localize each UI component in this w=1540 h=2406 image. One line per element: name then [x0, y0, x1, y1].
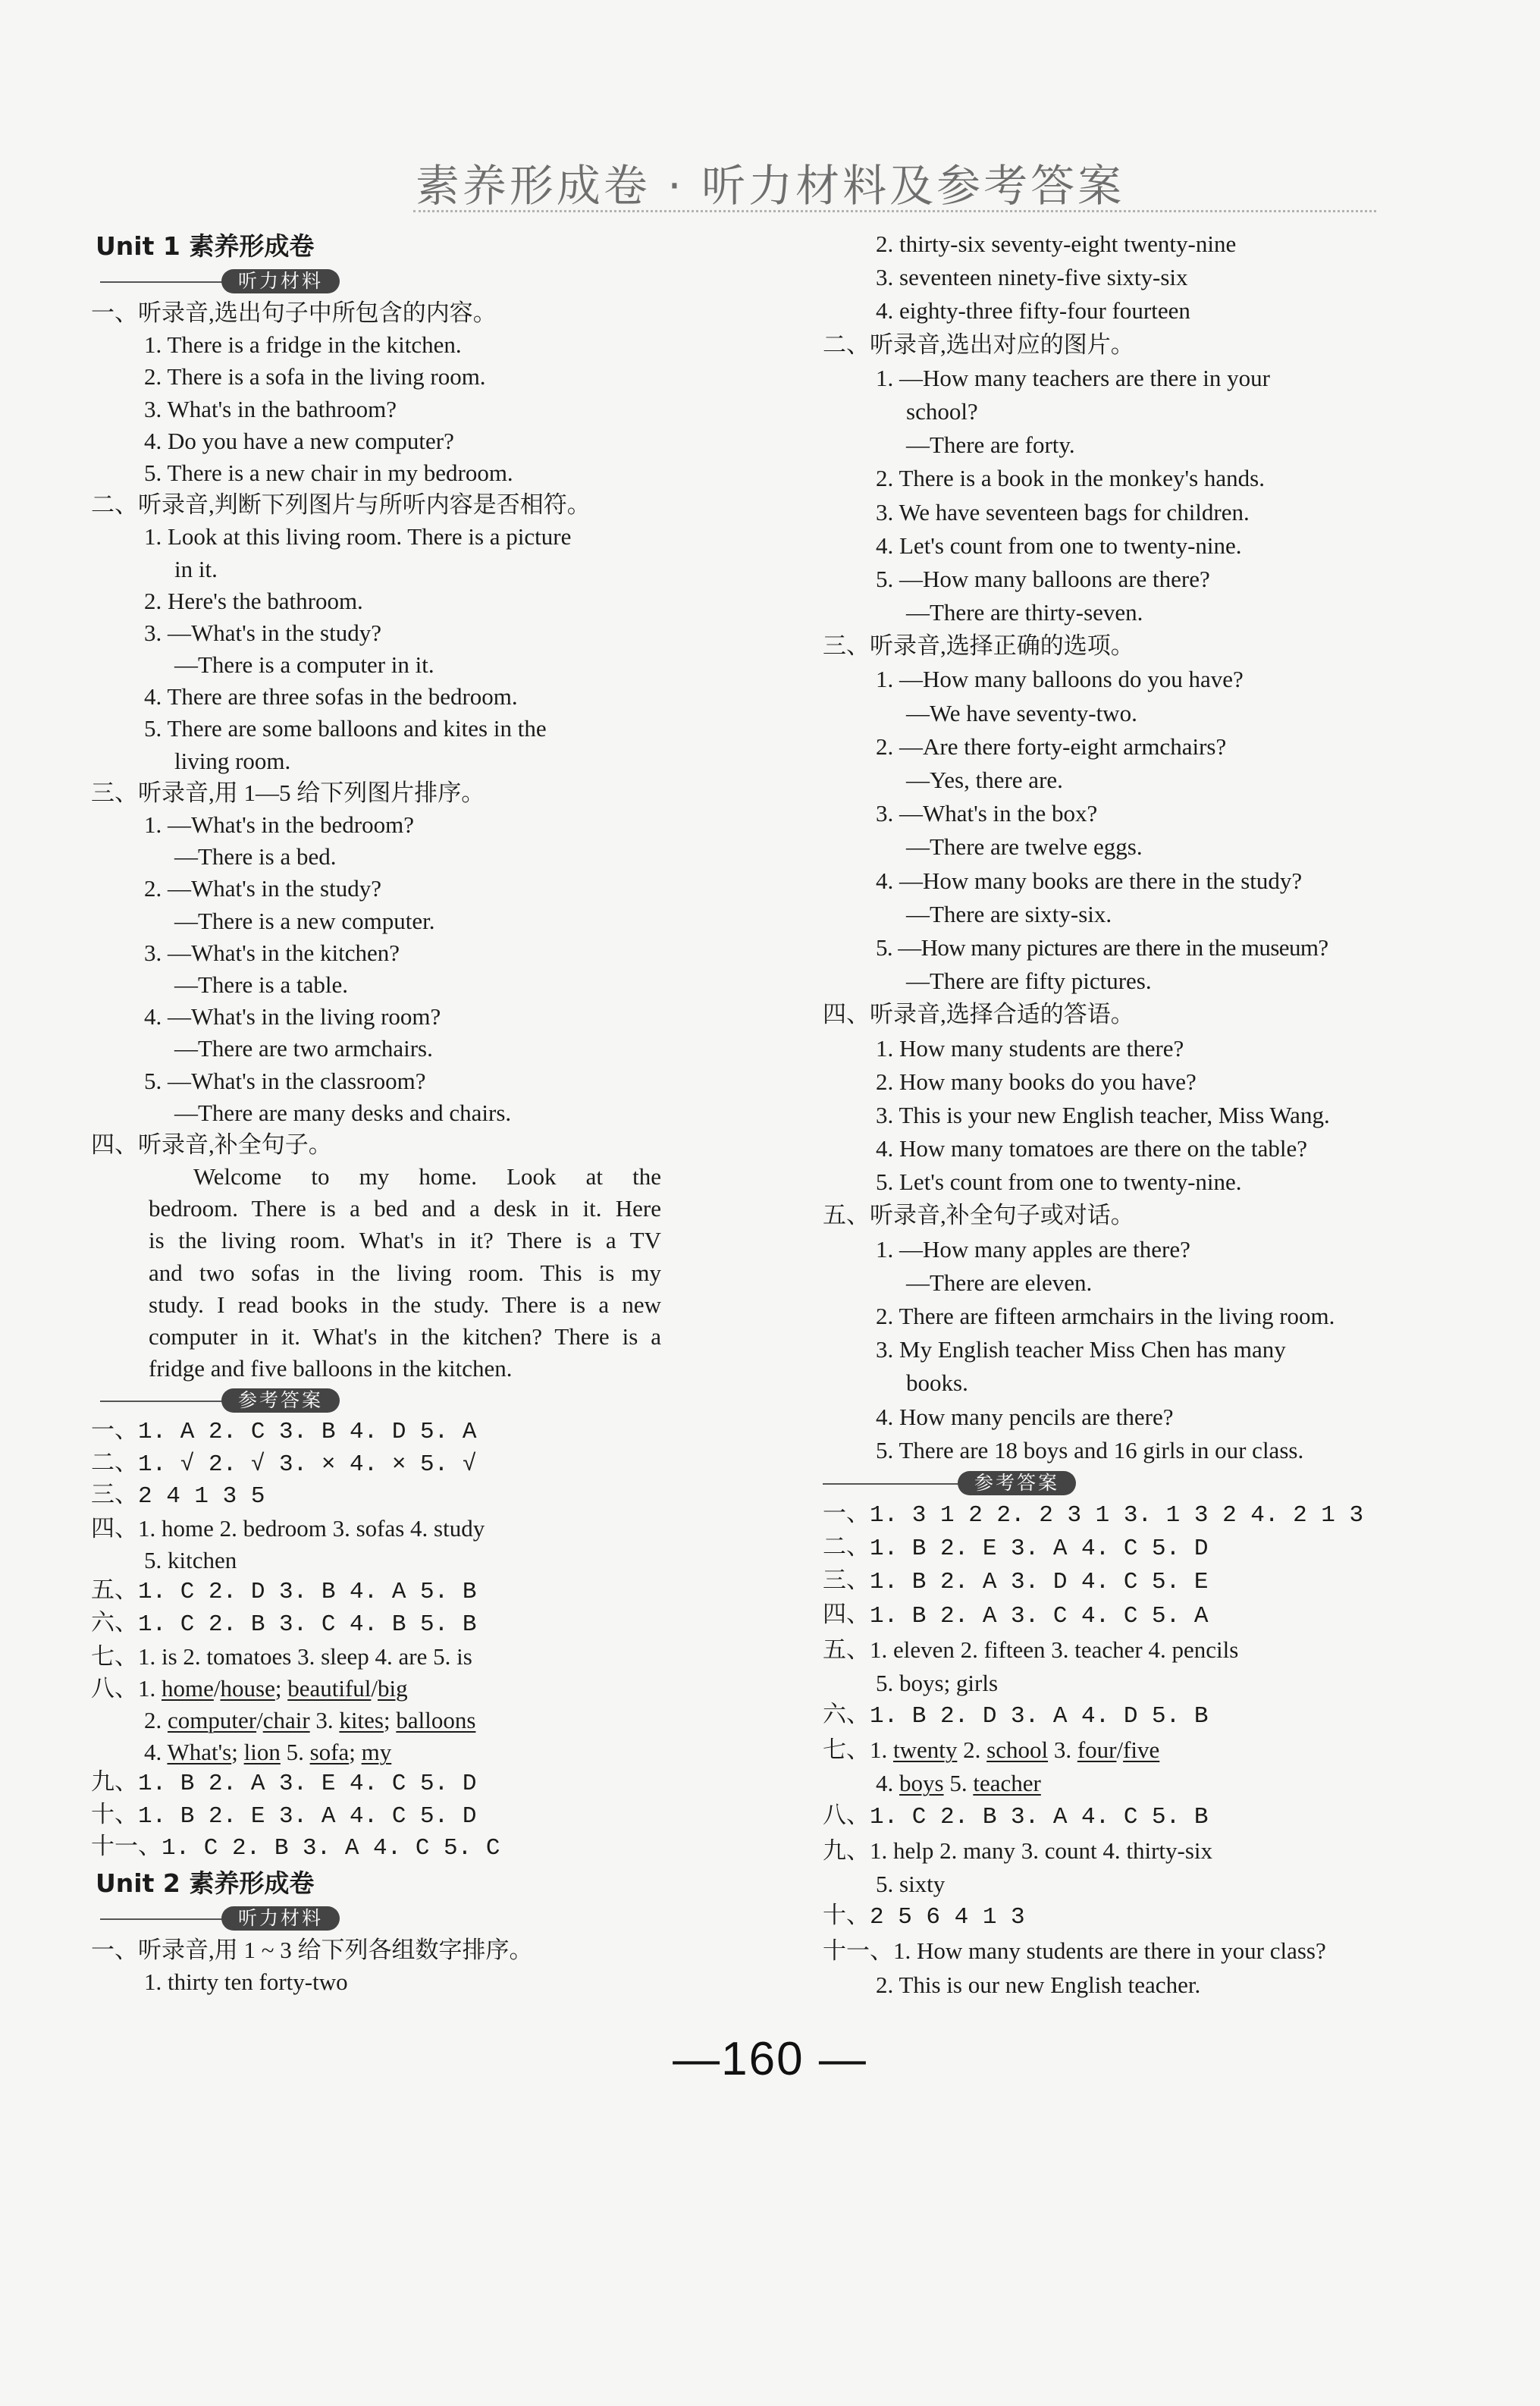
- u2-sec5-line: 5. There are 18 boys and 16 girls in our class.: [876, 1436, 1304, 1463]
- u1-sec1-item: 4. Do you have a new computer?: [144, 427, 454, 454]
- underlined-answer: twenty: [893, 1736, 958, 1764]
- u2-answer-8: 八、1. C 2. B 3. A 4. C 5. B: [823, 1803, 1209, 1830]
- u2-sec2-line: school?: [906, 397, 978, 425]
- u1-sec4-paragraph-line: Welcome to my home. Look at the: [193, 1163, 661, 1190]
- u1-answer-4-cont: 5. kitchen: [144, 1547, 237, 1574]
- unit1-answers-tag-row: [91, 1385, 667, 1416]
- right-column: [823, 227, 1391, 2002]
- u2-sec1-item: 3. seventeen ninety-five sixty-six: [876, 264, 1188, 291]
- u2-sec5-title: 五、听录音,补全句子或对话。: [823, 1202, 1134, 1229]
- u1-sec4-paragraph-line: fridge and five balloons in the kitchen.: [149, 1355, 513, 1382]
- unit1-listening-tag-row: [91, 265, 667, 297]
- u2-sec2-line: 3. We have seventeen bags for children.: [876, 498, 1250, 525]
- unit2-answers-tag: 参考答案: [958, 1471, 1076, 1495]
- answer-prefix: 八、1.: [91, 1674, 162, 1702]
- u2-sec3-line: —There are fifty pictures.: [906, 968, 1152, 995]
- underlined-answer: house: [220, 1674, 275, 1702]
- underlined-answer: What's: [167, 1739, 232, 1766]
- underlined-answer: home: [162, 1674, 214, 1702]
- u1-answer-10: 十、1. B 2. E 3. A 4. C 5. D: [91, 1802, 477, 1830]
- u1-sec1-item: 1. There is a fridge in the kitchen.: [144, 331, 462, 359]
- u2-sec3-line: —There are sixty-six.: [906, 900, 1112, 927]
- u2-sec4-item: 5. Let's count from one to twenty-nine.: [876, 1168, 1242, 1196]
- u1-sec2-line: 1. Look at this living room. There is a picture: [144, 523, 572, 551]
- answer-prefix: 2.: [957, 1736, 987, 1764]
- u1-sec3-line: 5. —What's in the classroom?: [144, 1067, 426, 1094]
- u2-answer-9-cont: 5. sixty: [876, 1871, 946, 1897]
- u2-answer-10: 十、2 5 6 4 1 3: [823, 1904, 1025, 1931]
- left-column: [91, 227, 667, 1998]
- u2-answer-4: 四、1. B 2. A 3. C 4. C 5. A: [823, 1602, 1209, 1630]
- u1-sec2-title: 二、听录音,判断下列图片与所听内容是否相符。: [91, 491, 591, 519]
- underlined-answer: chair: [262, 1707, 310, 1734]
- u2-sec5-line: 3. My English teacher Miss Chen has many: [876, 1336, 1286, 1363]
- underlined-answer: sofa: [309, 1739, 350, 1766]
- u2-sec2-line: 4. Let's count from one to twenty-nine.: [876, 532, 1242, 559]
- u2-answer-11-cont: 2. This is our new English teacher.: [876, 1971, 1201, 1998]
- u2-sec2-line: 5. —How many balloons are there?: [876, 565, 1210, 592]
- u2-answer-2: 二、1. B 2. E 3. A 4. C 5. D: [823, 1536, 1209, 1563]
- underlined-answer: my: [361, 1739, 392, 1766]
- u2-answer-7: 七、1. twenty 2. school 3. four/five: [823, 1736, 1160, 1764]
- unit2-listening-tag: 听力材料: [221, 1906, 340, 1931]
- tag-rule: [823, 1483, 959, 1485]
- u1-answer-1: 一、1. A 2. C 3. B 4. D 5. A: [91, 1419, 477, 1446]
- answer-prefix: 5.: [943, 1770, 974, 1797]
- u1-answer-5: 五、1. C 2. D 3. B 4. A 5. B: [91, 1579, 477, 1606]
- u2-sec3-line: 3. —What's in the box?: [876, 800, 1098, 827]
- tag-rule: [100, 1401, 229, 1402]
- unit1-answers-tag: 参考答案: [221, 1388, 340, 1413]
- u2-answer-7-cont: [823, 1767, 1391, 1800]
- u1-answer-9: 九、1. B 2. A 3. E 4. C 5. D: [91, 1771, 477, 1798]
- u2-answer-3: 三、1. B 2. A 3. D 4. C 5. E: [823, 1569, 1209, 1596]
- u2-sec3-line: 2. —Are there forty-eight armchairs?: [876, 732, 1227, 760]
- u1-sec1-title: 一、听录音,选出句子中所包含的内容。: [91, 300, 497, 326]
- u2-sec3-line: 1. —How many balloons do you have?: [876, 666, 1244, 693]
- u2-sec5-line: —There are eleven.: [906, 1269, 1093, 1296]
- unit1-heading: Unit 1 素养形成卷: [96, 231, 315, 261]
- underlined-answer: kites: [339, 1707, 384, 1734]
- u2-answer-9: 九、1. help 2. many 3. count 4. thirty-six: [823, 1837, 1213, 1864]
- unit2-answers-tag-row: [823, 1467, 1391, 1499]
- u1-sec3-line: —There are many desks and chairs.: [174, 1099, 512, 1126]
- u1-sec2-line: 4. There are three sofas in the bedroom.: [144, 683, 518, 711]
- unit2-heading: Unit 2 素养形成卷: [96, 1868, 315, 1898]
- u2-answer-5-cont: 5. boys; girls: [876, 1669, 999, 1696]
- u1-sec3-title: 三、听录音,用 1—5 给下列图片排序。: [91, 779, 485, 806]
- u2-sec3-line: 5. —How many pictures are there in the museum?: [876, 933, 1328, 961]
- u1-sec4-paragraph-line: is the living room. What's in it? There is a TV: [149, 1227, 661, 1254]
- answer-prefix: 3.: [309, 1707, 340, 1734]
- u2-sec1-item: 1. thirty ten forty-two: [144, 1968, 348, 1996]
- u2-sec4-item: 4. How many tomatoes are there on the table?: [876, 1135, 1307, 1162]
- tag-rule: [100, 281, 229, 283]
- tag-rule: [100, 1918, 229, 1920]
- u2-sec1-item: 4. eighty-three fifty-four fourteen: [876, 297, 1190, 325]
- u1-sec2-line: —There is a computer in it.: [174, 651, 434, 679]
- title-dotted-rule: [413, 210, 1376, 212]
- u2-sec1-title: 一、听录音,用 1 ~ 3 给下列各组数字排序。: [91, 1937, 533, 1963]
- u1-answer-2: 二、1. √ 2. √ 3. × 4. × 5. √: [91, 1451, 477, 1478]
- answer-prefix: 2.: [144, 1707, 168, 1734]
- u2-sec4-title: 四、听录音,选择合适的答语。: [823, 1001, 1134, 1028]
- underlined-answer: balloons: [396, 1707, 476, 1734]
- u2-sec2-line: —There are thirty-seven.: [906, 599, 1143, 626]
- unit2-listening-tag-row: [91, 1903, 667, 1934]
- page-number: —160 —: [673, 2033, 867, 2085]
- u1-answer-8-cont: 4. What's; lion 5. sofa; my: [144, 1739, 392, 1766]
- u1-answer-4: 四、1. home 2. bedroom 3. sofas 4. study: [91, 1514, 485, 1542]
- unit1-listening-tag: 听力材料: [221, 269, 340, 293]
- u2-sec2-line: 2. There is a book in the monkey's hands.: [876, 465, 1265, 492]
- u2-sec3-line: —There are twelve eggs.: [906, 833, 1143, 861]
- u1-sec2-line: 3. —What's in the study?: [144, 619, 381, 646]
- u1-sec4-paragraph-line: computer in it. What's in the kitchen? There is a: [149, 1323, 661, 1350]
- answer-prefix: 七、1.: [823, 1736, 893, 1764]
- u2-sec4-item: 3. This is your new English teacher, Miss Wang.: [876, 1101, 1330, 1128]
- u1-answer-6: 六、1. C 2. B 3. C 4. B 5. B: [91, 1611, 477, 1638]
- u1-sec3-line: —There is a table.: [174, 971, 348, 998]
- u2-sec3-line: —Yes, there are.: [906, 767, 1063, 793]
- underlined-answer: teacher: [973, 1770, 1041, 1797]
- page-title: 素养形成卷 · 听力材料及参考答案: [415, 160, 1125, 212]
- u1-sec2-line: living room.: [174, 747, 291, 774]
- u1-sec3-line: —There are two armchairs.: [174, 1035, 433, 1062]
- u1-sec2-line: in it.: [174, 555, 218, 582]
- u2-sec2-title: 二、听录音,选出对应的图片。: [823, 331, 1134, 358]
- u2-sec3-line: 4. —How many books are there in the study?: [876, 867, 1303, 894]
- u1-answer-11: 十一、1. C 2. B 3. A 4. C 5. C: [91, 1834, 500, 1862]
- answer-prefix: 5.: [280, 1739, 310, 1766]
- u2-answer-5: 五、1. eleven 2. fifteen 3. teacher 4. pencils: [823, 1636, 1239, 1663]
- u1-answer-7: 七、1. is 2. tomatoes 3. sleep 4. are 5. is: [91, 1642, 472, 1670]
- u1-answer-8-cont: 2. computer/chair 3. kites; balloons: [144, 1707, 476, 1734]
- u1-sec3-line: 3. —What's in the kitchen?: [144, 939, 400, 966]
- underlined-answer: big: [378, 1674, 408, 1702]
- u2-sec5-line: books.: [906, 1369, 968, 1397]
- answer-prefix: 4.: [876, 1770, 899, 1797]
- u1-answer-8: 八、1. home/house; beautiful/big: [91, 1674, 408, 1702]
- underlined-answer: school: [986, 1736, 1049, 1764]
- u1-answer-3: 三、2 4 1 3 5: [91, 1482, 265, 1510]
- u2-sec3-line: —We have seventy-two.: [906, 699, 1137, 726]
- u1-sec1-item: 2. There is a sofa in the living room.: [144, 363, 486, 391]
- u2-sec3-title: 三、听录音,选择正确的选项。: [823, 632, 1134, 660]
- u1-sec4-paragraph-line: bedroom. There is a bed and a desk in it. Here: [149, 1195, 661, 1222]
- underlined-answer: boys: [899, 1770, 944, 1797]
- u1-sec3-line: 2. —What's in the study?: [144, 875, 381, 902]
- u1-sec3-line: —There is a bed.: [174, 843, 337, 870]
- u2-answer-1: 一、1. 3 1 2 2. 2 3 1 3. 1 3 2 4. 2 1 3: [823, 1501, 1364, 1529]
- u2-answer-11: 十一、1. How many students are there in your class?: [823, 1937, 1326, 1965]
- u1-sec3-line: —There is a new computer.: [174, 907, 435, 934]
- u1-sec1-item: 3. What's in the bathroom?: [144, 395, 397, 422]
- u1-sec2-line: 5. There are some balloons and kites in the: [144, 715, 547, 742]
- underlined-answer: four: [1077, 1736, 1117, 1764]
- u2-sec4-item: 1. How many students are there?: [876, 1034, 1184, 1062]
- u2-sec1-item: 2. thirty-six seventy-eight twenty-nine: [876, 231, 1237, 257]
- u1-sec2-line: 2. Here's the bathroom.: [144, 587, 363, 614]
- u1-sec4-title: 四、听录音,补全句子。: [91, 1131, 332, 1158]
- u1-sec1-item: 5. There is a new chair in my bedroom.: [144, 459, 513, 486]
- underlined-answer: beautiful: [287, 1674, 372, 1702]
- answer-prefix: 3.: [1048, 1736, 1077, 1764]
- u2-sec5-line: 2. There are fifteen armchairs in the living room.: [876, 1303, 1335, 1329]
- answer-prefix: 4.: [144, 1739, 168, 1766]
- underlined-answer: computer: [168, 1707, 257, 1734]
- u2-sec5-line: 4. How many pencils are there?: [876, 1403, 1174, 1430]
- underlined-answer: five: [1123, 1736, 1160, 1764]
- u1-sec4-paragraph-line: study. I read books in the study. There is a new: [149, 1291, 661, 1318]
- u2-answer-6: 六、1. B 2. D 3. A 4. D 5. B: [823, 1703, 1209, 1730]
- underlined-answer: lion: [243, 1739, 281, 1766]
- u2-sec2-line: 1. —How many teachers are there in your: [876, 364, 1270, 391]
- u1-sec3-line: 1. —What's in the bedroom?: [144, 811, 414, 838]
- u2-sec2-line: —There are forty.: [906, 431, 1075, 459]
- u1-sec4-paragraph-line: and two sofas in the living room. This is my: [149, 1259, 661, 1286]
- u1-sec3-line: 4. —What's in the living room?: [144, 1003, 441, 1030]
- u2-sec4-item: 2. How many books do you have?: [876, 1068, 1197, 1095]
- u2-sec5-line: 1. —How many apples are there?: [876, 1235, 1190, 1263]
